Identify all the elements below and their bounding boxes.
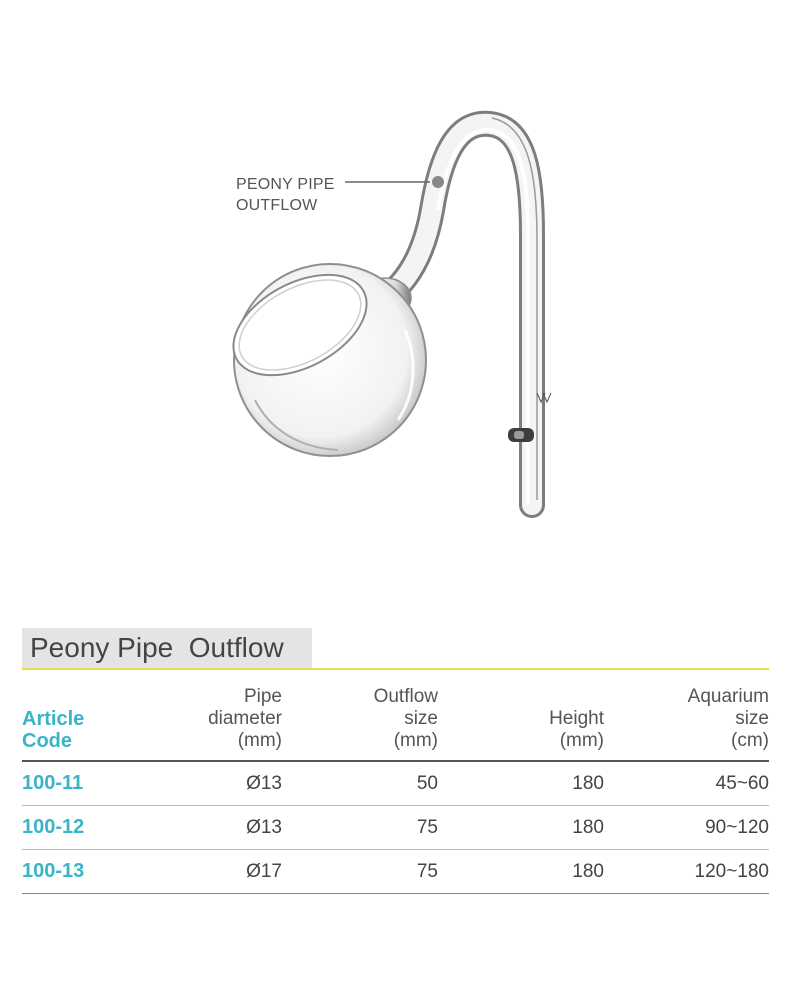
header-height-line2: (mm) bbox=[559, 730, 604, 751]
callout-line-2: OUTFLOW bbox=[236, 197, 318, 214]
cell-aquarium-size: 120~180 bbox=[604, 850, 769, 894]
header-pipe-diameter-line1: Pipe bbox=[243, 686, 282, 707]
callout-dot bbox=[432, 176, 444, 188]
cell-height: 180 bbox=[438, 850, 604, 894]
cell-pipe-diameter: Ø13 bbox=[152, 761, 282, 806]
cell-aquarium-size: 90~120 bbox=[604, 806, 769, 850]
header-aquarium-size bbox=[604, 686, 769, 761]
table-header-row bbox=[22, 686, 769, 761]
cell-aquarium-size: 45~60 bbox=[604, 761, 769, 806]
table-row bbox=[22, 761, 769, 806]
header-pipe-diameter-line2: diameter bbox=[208, 708, 282, 729]
page-title: Peony Pipe Outflow bbox=[30, 632, 284, 663]
header-outflow-size bbox=[282, 686, 438, 761]
product-callout-label bbox=[236, 174, 335, 216]
cell-outflow-size: 50 bbox=[282, 761, 438, 806]
spec-table bbox=[22, 686, 769, 894]
header-outflow-size-line3: (mm) bbox=[393, 730, 438, 751]
callout-line-1: PEONY PIPE bbox=[236, 176, 335, 193]
header-outflow-size-line2: size bbox=[404, 708, 438, 729]
cell-article-code: 100-11 bbox=[22, 761, 152, 806]
cell-article-code: 100-13 bbox=[22, 850, 152, 894]
header-aquarium-size-line3: (cm) bbox=[731, 730, 769, 751]
header-height bbox=[438, 686, 604, 761]
cell-outflow-size: 75 bbox=[282, 806, 438, 850]
title-divider bbox=[22, 668, 769, 670]
header-article-code-line2: Code bbox=[22, 730, 72, 752]
header-article-code bbox=[22, 686, 152, 761]
cell-pipe-diameter: Ø13 bbox=[152, 806, 282, 850]
header-pipe-diameter-line3: (mm) bbox=[237, 730, 282, 751]
header-height-line1: Height bbox=[549, 708, 604, 729]
header-aquarium-size-line1: Aquarium bbox=[687, 686, 769, 707]
table-row bbox=[22, 850, 769, 894]
table-row bbox=[22, 806, 769, 850]
cell-article-code: 100-12 bbox=[22, 806, 152, 850]
header-aquarium-size-line2: size bbox=[735, 708, 769, 729]
header-pipe-diameter bbox=[152, 686, 282, 761]
title-bar bbox=[22, 628, 312, 668]
cell-pipe-diameter: Ø17 bbox=[152, 850, 282, 894]
header-outflow-size-line1: Outflow bbox=[373, 686, 438, 707]
cell-outflow-size: 75 bbox=[282, 850, 438, 894]
header-article-code-line1: Article bbox=[22, 708, 85, 730]
cell-height: 180 bbox=[438, 761, 604, 806]
cell-height: 180 bbox=[438, 806, 604, 850]
